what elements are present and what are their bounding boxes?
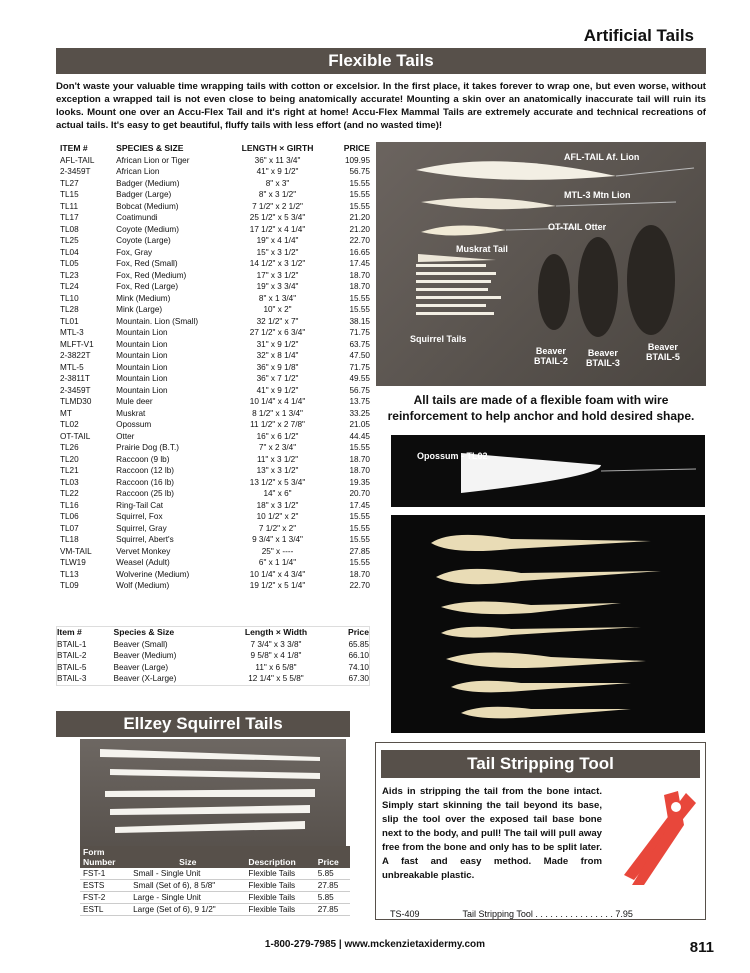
header-species: Species & Size xyxy=(113,627,175,637)
table-cell: Wolf (Medium) xyxy=(116,581,170,590)
table-cell: 16.65 xyxy=(349,247,370,257)
table-row xyxy=(60,396,370,408)
label-beaver-2-line1: Beaver xyxy=(535,346,566,356)
table-cell: 71.75 xyxy=(349,362,370,372)
tails-row-illustration xyxy=(391,515,705,733)
table-row xyxy=(60,419,370,431)
table-cell: 27 1/2" x 6 3/4" xyxy=(249,328,306,337)
table-cell: 49.55 xyxy=(349,374,370,383)
table-cell: 19.35 xyxy=(349,477,370,487)
table-cell: 36" x 9 1/8" xyxy=(256,362,299,372)
tool-item-number: TS-409 xyxy=(390,909,420,919)
section-title: Artificial Tails xyxy=(583,26,694,45)
table-cell: 74.10 xyxy=(348,662,369,672)
table-cell: Small (Set of 6), 8 5/8" xyxy=(130,880,245,892)
table-header-row xyxy=(80,846,350,868)
table-cell: 10" x 2" xyxy=(263,305,292,314)
table-cell: 13.75 xyxy=(349,397,370,406)
table-cell: Coyote (Large) xyxy=(116,236,171,245)
table-cell: 19" x 3 3/4" xyxy=(256,282,299,291)
table-cell: 36" x 11 3/4" xyxy=(254,155,301,165)
table-cell: 5.85 xyxy=(315,868,350,880)
table-cell: MT xyxy=(60,408,72,418)
table-cell: 7 1/2" x 2" xyxy=(258,523,297,533)
header-price: Price xyxy=(347,627,369,637)
table-cell: Prairie Dog (B.T.) xyxy=(116,443,179,452)
table-row xyxy=(60,258,370,270)
table-cell: 17.45 xyxy=(349,259,370,268)
table-cell: Opossum xyxy=(116,420,152,429)
table-cell: BTAIL-2 xyxy=(57,651,87,660)
tool-banner: Tail Stripping Tool xyxy=(381,750,700,778)
table-header-row xyxy=(60,143,370,155)
table-cell: Muskrat xyxy=(116,408,146,418)
label-beaver-5 xyxy=(646,342,680,362)
table-cell: 15.55 xyxy=(349,293,370,303)
label-beaver-3-line2: BTAIL-3 xyxy=(586,358,620,368)
squirrel-tails-photo xyxy=(80,739,346,849)
tails-table xyxy=(60,143,370,592)
squirrel-banner: Ellzey Squirrel Tails xyxy=(56,711,350,737)
table-cell: Badger (Large) xyxy=(116,190,172,199)
table-cell: Raccoon (16 lb) xyxy=(116,477,174,487)
table-cell: 10 1/4" x 4 3/4" xyxy=(249,569,306,579)
table-cell: TL04 xyxy=(60,247,79,257)
label-beaver-5-line1: Beaver xyxy=(647,342,678,352)
table-cell: OT-TAIL xyxy=(60,431,91,441)
header-length-girth: LENGTH × GIRTH xyxy=(241,143,314,153)
table-cell: TL06 xyxy=(60,512,79,521)
table-cell: FST-2 xyxy=(80,892,130,904)
table-cell: VM-TAIL xyxy=(60,546,92,556)
table-cell: Large (Set of 6), 9 1/2" xyxy=(130,904,245,916)
table-row xyxy=(57,673,370,685)
table-cell: FST-1 xyxy=(80,868,130,880)
table-cell: TL23 xyxy=(60,270,79,280)
table-cell: 18.70 xyxy=(349,282,370,291)
table-cell: 13 1/2" x 5 3/4" xyxy=(249,477,306,487)
table-cell: 22.70 xyxy=(349,236,370,245)
table-cell: 15.55 xyxy=(349,535,370,544)
table-cell: 2-3459T xyxy=(60,385,91,395)
squirrel-illustration xyxy=(80,739,346,849)
header-species: SPECIES & SIZE xyxy=(116,143,184,153)
table-cell: African Lion or Tiger xyxy=(116,155,190,165)
table-cell: 18" x 3 1/2" xyxy=(256,500,299,510)
table-cell: TL11 xyxy=(60,201,79,211)
table-cell: 11" x 6 5/8" xyxy=(255,662,297,672)
table-cell: 27.85 xyxy=(315,904,350,916)
table-cell: Ring-Tail Cat xyxy=(116,500,164,510)
table-cell: 27.85 xyxy=(349,546,370,556)
table-cell: TLMD30 xyxy=(60,397,92,406)
table-cell: Flexible Tails xyxy=(245,892,314,904)
table-cell: 19 1/2" x 5 1/4" xyxy=(249,581,306,590)
table-row xyxy=(80,892,350,904)
table-cell: 12 1/4" x 5 5/8" xyxy=(248,674,304,683)
page-number: 811 xyxy=(689,939,714,956)
table-row xyxy=(60,166,370,178)
table-cell: 15.55 xyxy=(349,201,370,211)
table-cell: Fox, Gray xyxy=(116,247,153,257)
table-row xyxy=(60,293,370,305)
table-cell: 8 1/2" x 1 3/4" xyxy=(252,408,303,418)
table-cell: Flexible Tails xyxy=(245,904,314,916)
table-row xyxy=(60,201,370,213)
table-cell: Otter xyxy=(116,431,135,441)
table-cell: Bobcat (Medium) xyxy=(116,201,179,211)
table-cell: 14 1/2" x 3 1/2" xyxy=(249,259,306,268)
beaver-table xyxy=(56,626,370,686)
table-cell: BTAIL-1 xyxy=(57,639,87,649)
table-row xyxy=(60,327,370,339)
table-cell: 2-3459T xyxy=(60,167,91,176)
table-cell: 15.55 xyxy=(349,178,370,188)
table-cell: 41" x 9 1/2" xyxy=(256,167,299,176)
header-form: Form xyxy=(83,847,105,857)
table-cell: 16" x 6 1/2" xyxy=(256,431,299,441)
table-row xyxy=(60,557,370,569)
table-cell: 21.20 xyxy=(349,224,370,234)
table-row xyxy=(60,546,370,558)
table-cell: TL02 xyxy=(60,420,79,429)
table-cell: BTAIL-3 xyxy=(57,674,87,683)
table-cell: TL18 xyxy=(60,535,79,544)
table-cell: Large - Single Unit xyxy=(130,892,245,904)
table-cell: 17 1/2" x 4 1/4" xyxy=(249,224,306,234)
tool-item-name: Tail Stripping Tool . . . . . . . . . . . . . . . . xyxy=(462,909,613,919)
table-cell: 32 1/2" x 7" xyxy=(256,316,299,326)
table-cell: 13" x 3 1/2" xyxy=(256,466,299,475)
table-cell: 25 1/2" x 5 3/4" xyxy=(249,213,306,222)
flexible-tails-banner: Flexible Tails xyxy=(56,48,706,74)
table-row xyxy=(60,477,370,489)
table-cell: Vervet Monkey xyxy=(116,546,171,556)
table-cell: AFL-TAIL xyxy=(60,155,95,165)
label-beaver-3 xyxy=(586,348,620,368)
tool-description: Aids in stripping the tail from the bone intact. Simply start skinning the tail beyond its base, slip the tool over the exposed tail base bone next to the body, and pull! The tail will pull away free from the bone and only has to be split later. A fast and easy method. Made from unbreakable plastic. xyxy=(382,786,602,881)
table-cell: TLW19 xyxy=(60,558,86,567)
table-cell: 11 1/2" x 2 7/8" xyxy=(250,420,305,429)
table-row xyxy=(57,662,370,674)
table-cell: 109.95 xyxy=(344,155,370,165)
table-cell: TL22 xyxy=(60,489,79,498)
stripping-tool-icon xyxy=(614,785,704,895)
table-cell: 63.75 xyxy=(349,339,370,349)
table-row xyxy=(60,511,370,523)
table-row xyxy=(60,224,370,236)
table-cell: Squirrel, Abert's xyxy=(116,535,174,544)
table-cell: Beaver (Large) xyxy=(113,662,169,672)
table-row xyxy=(60,534,370,546)
label-beaver-2-line2: BTAIL-2 xyxy=(534,356,568,366)
table-cell: 5.85 xyxy=(315,892,350,904)
table-cell: 6" x 1 1/4" xyxy=(258,558,297,567)
table-cell: TL27 xyxy=(60,178,79,188)
table-row xyxy=(57,650,370,662)
table-cell: 10 1/2" x 2" xyxy=(256,512,299,521)
table-cell: 7 1/2" x 2 1/2" xyxy=(252,201,303,211)
table-row xyxy=(60,500,370,512)
table-cell: 15" x 3 1/2" xyxy=(256,247,299,257)
table-cell: 18.70 xyxy=(349,466,370,475)
opossum-illustration xyxy=(391,435,705,507)
table-cell: Coyote (Medium) xyxy=(116,224,179,234)
table-cell: 67.30 xyxy=(348,674,369,683)
table-cell: Fox, Red (Small) xyxy=(116,259,178,268)
table-cell: 56.75 xyxy=(349,167,370,176)
table-cell: 27.85 xyxy=(315,880,350,892)
table-cell: 8" x 1 3/4" xyxy=(258,293,297,303)
table-cell: 15.55 xyxy=(349,558,370,567)
table-cell: 14" x 6" xyxy=(263,489,292,498)
table-row xyxy=(80,880,350,892)
table-row xyxy=(60,304,370,316)
table-cell: TL25 xyxy=(60,236,79,245)
table-cell: Squirrel, Gray xyxy=(116,523,167,533)
table-row xyxy=(60,431,370,443)
table-cell: TL05 xyxy=(60,259,79,268)
header-description: Description xyxy=(248,857,296,867)
table-cell: Raccoon (9 lb) xyxy=(116,454,170,464)
table-cell: Mountain Lion xyxy=(116,385,168,395)
table-cell: 32" x 8 1/4" xyxy=(256,351,299,360)
table-cell: 11" x 3 1/2" xyxy=(256,454,299,464)
table-cell: 2-3822T xyxy=(60,351,91,360)
table-cell: 21.20 xyxy=(349,213,370,222)
table-cell: ESTL xyxy=(80,904,130,916)
label-mtl-3: MTL-3 Mtn Lion xyxy=(564,190,631,200)
table-row xyxy=(60,385,370,397)
table-row xyxy=(60,362,370,374)
table-row xyxy=(60,178,370,190)
header-number: Number xyxy=(83,857,116,867)
header-price: PRICE xyxy=(343,143,370,153)
table-cell: 36" x 7 1/2" xyxy=(256,374,299,383)
table-cell: Fox, Red (Large) xyxy=(116,282,179,291)
table-cell: Flexible Tails xyxy=(245,880,314,892)
table-cell: 17" x 3 1/2" xyxy=(256,270,299,280)
table-row xyxy=(60,465,370,477)
table-cell: TL28 xyxy=(60,305,79,314)
table-cell: 2-3811T xyxy=(60,374,90,383)
table-cell: African Lion xyxy=(116,167,160,176)
header-price: Price xyxy=(317,857,339,867)
table-cell: TL08 xyxy=(60,224,79,234)
table-row xyxy=(60,373,370,385)
table-row xyxy=(57,639,370,651)
table-cell: 15.55 xyxy=(349,305,370,314)
table-cell: 31" x 9 1/2" xyxy=(256,339,299,349)
table-cell: TL09 xyxy=(60,581,79,590)
table-row xyxy=(60,580,370,592)
table-cell: TL26 xyxy=(60,443,79,452)
table-cell: Coatimundi xyxy=(116,213,158,222)
table-cell: 19" x 4 1/4" xyxy=(256,236,299,245)
table-cell: TL03 xyxy=(60,477,79,487)
table-row xyxy=(60,281,370,293)
table-cell: 25" x ---- xyxy=(261,546,294,556)
label-opossum: Opossum - TL02 xyxy=(417,451,488,461)
table-row xyxy=(60,189,370,201)
label-squirrel-tails: Squirrel Tails xyxy=(410,334,467,344)
table-cell: 7 3/4" x 3 3/8" xyxy=(250,639,302,649)
table-cell: TL01 xyxy=(60,316,79,326)
table-row xyxy=(60,350,370,362)
table-cell: Mule deer xyxy=(116,397,153,406)
table-cell: 33.25 xyxy=(349,408,370,418)
table-cell: 20.70 xyxy=(349,489,370,498)
table-cell: TL13 xyxy=(60,569,79,579)
table-cell: 44.45 xyxy=(349,431,370,441)
table-row xyxy=(60,523,370,535)
table-cell: 47.50 xyxy=(349,351,370,360)
table-cell: 17.45 xyxy=(349,500,370,510)
table-row xyxy=(60,569,370,581)
table-cell: Squirrel, Fox xyxy=(116,512,163,521)
table-cell: Raccoon (12 lb) xyxy=(116,466,174,475)
header-size: Size xyxy=(179,857,197,867)
table-cell: 7" x 2 3/4" xyxy=(258,443,297,452)
table-row xyxy=(60,235,370,247)
label-muskrat: Muskrat Tail xyxy=(456,244,508,254)
table-cell: TL15 xyxy=(60,190,79,199)
table-cell: Fox, Red (Medium) xyxy=(116,270,187,280)
table-cell: TL21 xyxy=(60,466,79,475)
table-row xyxy=(60,454,370,466)
header-item: Item # xyxy=(57,627,82,637)
table-cell: 18.70 xyxy=(349,270,370,280)
tool-item-row xyxy=(390,909,690,919)
table-cell: MLFT-V1 xyxy=(60,339,94,349)
table-row xyxy=(60,155,370,167)
table-cell: TL17 xyxy=(60,213,79,222)
table-row xyxy=(60,212,370,224)
tool-item-price: 7.95 xyxy=(615,909,633,919)
squirrel-table xyxy=(80,846,350,916)
table-cell: Mountain Lion xyxy=(116,339,168,349)
table-row xyxy=(60,442,370,454)
table-cell: Flexible Tails xyxy=(245,868,314,880)
label-afl-tail: AFL-TAIL Af. Lion xyxy=(564,152,640,162)
table-cell: Raccoon (25 lb) xyxy=(116,489,174,498)
header-item: ITEM # xyxy=(60,143,88,153)
table-row xyxy=(60,408,370,420)
table-row xyxy=(60,316,370,328)
table-cell: Weasel (Adult) xyxy=(116,558,170,567)
mounted-tails-photo xyxy=(391,515,705,733)
table-cell: Mountain Lion xyxy=(116,328,168,337)
table-row xyxy=(80,904,350,916)
table-cell: TL07 xyxy=(60,523,79,533)
table-cell: 15.55 xyxy=(349,512,370,521)
label-beaver-2 xyxy=(534,346,568,366)
table-cell: Beaver (Small) xyxy=(113,639,168,649)
table-cell: 71.75 xyxy=(349,328,370,337)
table-cell: 8" x 3" xyxy=(265,178,290,188)
header-length-width: Length × Width xyxy=(244,627,308,637)
table-cell: TL24 xyxy=(60,282,79,291)
tails-product-photo xyxy=(376,142,706,386)
table-cell: Beaver (Medium) xyxy=(113,651,177,660)
table-cell: 15.55 xyxy=(349,190,370,199)
table-cell: Beaver (X-Large) xyxy=(113,674,177,683)
table-cell: Mink (Large) xyxy=(116,305,163,314)
table-cell: 9 5/8" x 4 1/8" xyxy=(250,651,302,660)
table-cell: 22.70 xyxy=(349,581,370,590)
table-cell: 56.75 xyxy=(349,385,370,395)
table-cell: Mountain Lion xyxy=(116,362,168,372)
table-cell: 38.15 xyxy=(349,316,370,326)
table-row xyxy=(60,270,370,282)
table-cell: 66.10 xyxy=(348,651,369,660)
table-cell: 15.55 xyxy=(349,443,370,452)
table-cell: ESTS xyxy=(80,880,130,892)
table-cell: Small - Single Unit xyxy=(130,868,245,880)
header-form-number xyxy=(80,846,130,868)
table-cell: 10 1/4" x 4 1/4" xyxy=(249,397,306,406)
table-cell: MTL-3 xyxy=(60,328,84,337)
opossum-tail-photo xyxy=(391,435,705,507)
table-cell: Badger (Medium) xyxy=(116,178,180,188)
table-row xyxy=(60,488,370,500)
table-row xyxy=(60,339,370,351)
table-cell: TL10 xyxy=(60,293,79,303)
intro-paragraph: Don't waste your valuable time wrapping tails with cotton or excelsior. In the first place, it takes forever to wrap one, but even worse, without exception a wrapped tail is not even close to being anatomically accurate! Mounting a skin over an anatomically inaccurate tail will ruin its looks. Mount one over an Accu-Flex Tail and it's right at home! Accu-Flex Mammal Tails are extremely accurate and technical recreations of actual tails. It's easy to get beautiful, fluffy tails with less effort (and no wasted time)! xyxy=(56,81,706,131)
table-cell: 18.70 xyxy=(349,569,370,579)
table-cell: 8" x 3 1/2" xyxy=(258,190,297,199)
table-cell: Mountain Lion xyxy=(116,351,168,360)
table-cell: Wolverine (Medium) xyxy=(116,569,190,579)
table-cell: 21.05 xyxy=(349,420,370,429)
table-cell: Mountain Lion xyxy=(116,374,168,383)
table-row xyxy=(80,868,350,880)
table-cell: MTL-5 xyxy=(60,362,84,372)
label-beaver-3-line1: Beaver xyxy=(587,348,618,358)
label-ot-tail: OT-TAIL Otter xyxy=(548,222,607,232)
table-cell: 41" x 9 1/2" xyxy=(256,385,299,395)
table-cell: TL20 xyxy=(60,454,79,464)
footer-contact: 1-800-279-7985 | www.mckenzietaxidermy.com xyxy=(264,939,486,950)
table-cell: BTAIL-5 xyxy=(57,662,87,672)
table-cell: TL16 xyxy=(60,500,79,510)
tail-stripping-tool-box xyxy=(375,742,706,920)
table-cell: 15.55 xyxy=(349,523,370,533)
table-cell: Mink (Medium) xyxy=(116,293,171,303)
table-row xyxy=(60,247,370,259)
table-header-row xyxy=(57,627,370,639)
table-cell: 9 3/4" x 1 3/4" xyxy=(252,535,303,544)
table-cell: Mountain. Lion (Small) xyxy=(116,316,199,326)
foam-caption: All tails are made of a flexible foam with wire reinforcement to help anchor and hold desired shape. xyxy=(387,393,695,423)
table-cell: 18.70 xyxy=(349,454,370,464)
label-beaver-5-line2: BTAIL-5 xyxy=(646,352,680,362)
table-cell: 65.85 xyxy=(348,639,369,649)
